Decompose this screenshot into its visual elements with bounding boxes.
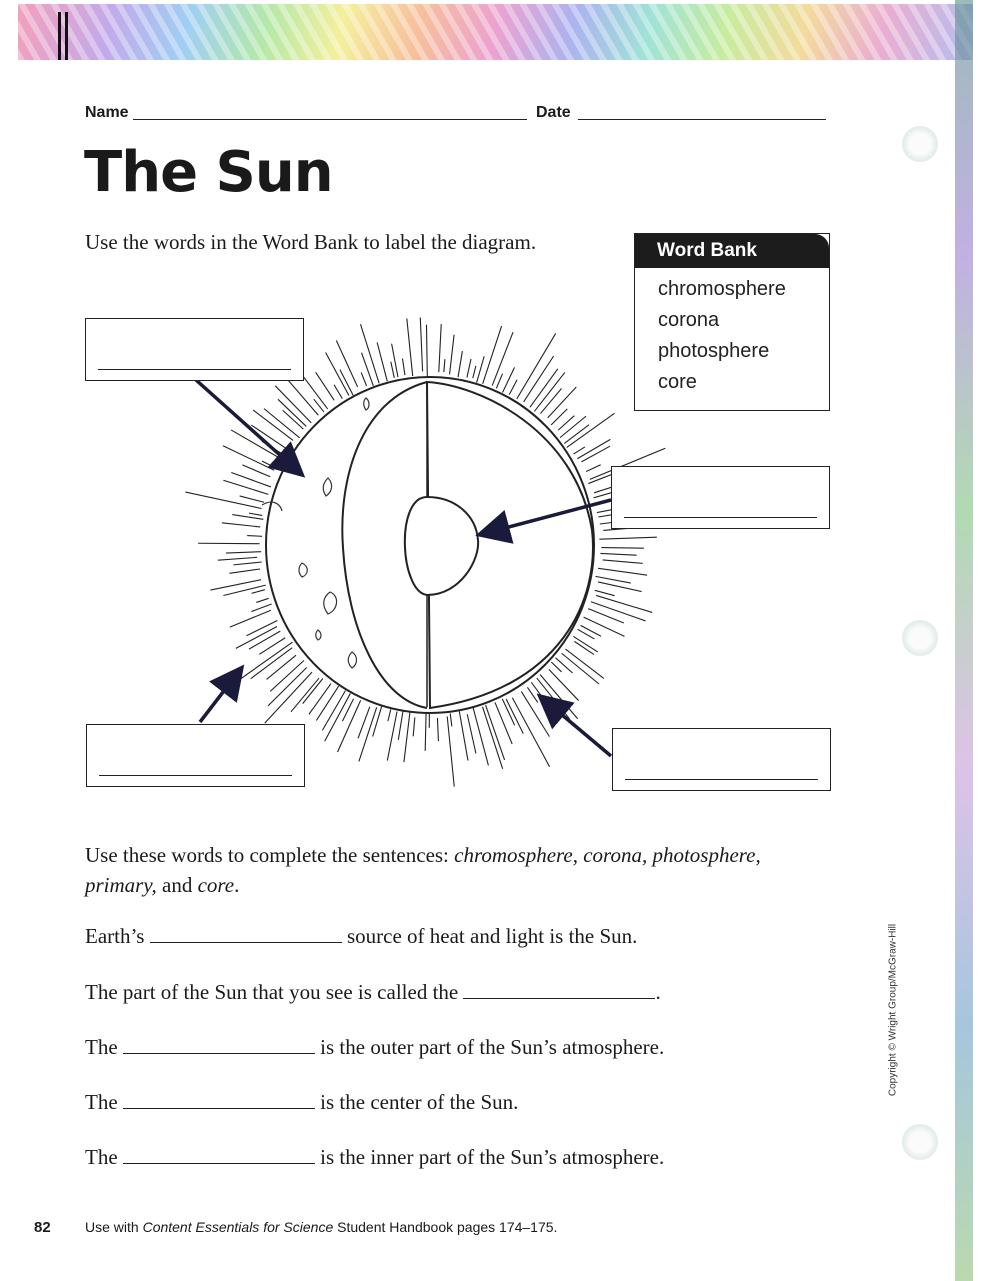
corona-ray [342,699,353,721]
word-bank-word: core [658,371,697,393]
label-box-core[interactable] [611,466,830,529]
corona-ray [259,638,285,655]
sentence-text: The [85,1145,118,1169]
corona-ray [223,480,268,494]
sentence-text: Earth’s [85,924,145,948]
corona-ray [264,409,300,438]
corona-ray [309,684,331,715]
corona-ray [407,319,413,376]
sentence-text: The [85,1090,118,1114]
instruction-suffix: . [234,873,240,897]
corona-ray [603,560,643,563]
corona-ray [530,369,558,407]
instruction-word: primary, [85,873,157,897]
footer-credit [85,1219,557,1235]
corona-ray [467,359,471,377]
corona-ray [450,713,452,726]
corona-ray [252,590,265,594]
corona-ray [565,649,603,678]
corona-ray [483,707,503,769]
label-box-chromosphere[interactable] [86,724,305,787]
corona-ray [595,590,615,595]
label-box-photosphere[interactable] [85,318,304,381]
corona-ray [326,353,349,396]
corona-ray [426,325,427,377]
corona-ray [247,620,278,635]
sentence-text: is the inner part of the Sun’s atmosphere. [320,1145,665,1169]
corona-ray [267,655,296,679]
corona-ray [467,714,476,753]
corona-ray [447,716,454,786]
corona-ray [334,385,342,399]
corona-ray [437,718,438,741]
corona-ray [361,372,366,385]
answer-blank[interactable] [123,1107,315,1109]
corona-ray [549,669,579,700]
corona-ray [496,374,502,389]
corona-ray [512,698,549,767]
copyright-notice: Copyright © Wright Group/McGraw-Hill [887,923,899,1097]
corona-ray [598,582,642,592]
corona-ray [444,359,445,372]
sentence-2 [85,980,661,1005]
corona-ray [506,699,523,734]
corona-ray [413,717,415,736]
corona-ray [439,324,441,372]
date-label: Date [536,104,571,121]
corona-ray [459,711,468,760]
corona-ray [373,706,382,736]
sentence-text: is the center of the Sun. [320,1090,519,1114]
corona-ray [402,359,404,376]
corona-ray [551,662,561,672]
instruction-prefix: Use these words to complete the sentences: [85,843,455,867]
sentence-text: The [85,1035,118,1059]
corona-ray [581,625,601,636]
sentence-3 [85,1035,664,1060]
word-bank-word: chromosphere [658,278,786,300]
answer-blank[interactable] [123,1052,315,1054]
corona-ray [458,351,462,377]
answer-blank[interactable] [123,1162,315,1164]
sentence-4 [85,1090,518,1115]
corona-ray [359,707,377,761]
sentence-5 [85,1145,664,1170]
corona-ray [247,536,262,537]
corona-ray [251,604,271,612]
sentence-text: . [655,980,661,1004]
credit-suffix: Student Handbook pages 174–175. [333,1219,558,1235]
corona-ray [233,562,261,565]
corona-ray [591,602,646,621]
corona-ray [450,335,455,375]
page-number: 82 [34,1219,51,1236]
answer-blank[interactable] [150,941,342,943]
corona-ray [223,446,274,471]
corona-ray [574,447,585,454]
corona-ray [420,317,422,371]
corona-ray [477,356,485,383]
label-box-corona[interactable] [612,728,831,791]
instruction-word: chromosphere, [454,843,578,867]
corona-ray [240,496,265,502]
corona-ray [425,713,426,751]
instruction-word: corona, [583,843,648,867]
corona-ray [265,672,312,723]
sentence-1 [85,924,637,949]
corona-ray [596,595,652,612]
corona-ray [256,598,268,602]
corona-ray [601,548,644,549]
corona-ray [222,523,260,527]
corona-ray [249,631,280,649]
corona-ray [486,705,505,760]
instruction-word: core [197,873,235,897]
diagram-instruction: Use the words in the Word Bank to label the diagram. [85,230,537,254]
sentence-text: The part of the Sun that you see is called the [85,980,459,1004]
corona-ray [567,413,615,447]
corona-ray [391,362,394,378]
corona-ray [218,557,257,560]
corona-ray [473,366,476,378]
corona-ray [584,617,625,636]
corona-ray [599,537,657,539]
corona-ray [316,686,338,720]
word-bank-word: photosphere [658,340,770,362]
corona-ray [223,585,265,595]
sentence-text: source of heat and light is the Sun. [346,924,638,948]
corona-ray [600,553,636,555]
corona-ray [325,693,351,741]
corona-ray [404,712,410,762]
corona-ray [483,326,502,384]
corona-ray [560,416,586,437]
corona-ray [578,629,595,639]
corona-ray [548,387,577,418]
instruction-and: and [162,873,193,897]
corona-ray [598,568,647,575]
corona-ray [509,380,517,395]
corona-ray [230,610,271,627]
corona-ray [226,552,261,553]
word-bank-heading: Word Bank [635,234,829,268]
corona-ray [377,342,387,381]
corona-ray [249,513,262,515]
sentence-text: is the outer part of the Sun’s atmosphere. [320,1035,665,1059]
instruction-word: photosphere, [652,843,761,867]
page-title: The Sun [84,140,333,205]
corona-ray [229,569,260,573]
corona-ray [275,386,311,423]
corona-ray [517,333,556,399]
corona-ray [586,465,600,472]
corona-ray [336,340,357,386]
corona-ray [495,702,512,744]
answer-blank[interactable] [463,997,655,999]
credit-prefix: Use with [85,1219,143,1235]
corona-ray [540,389,561,414]
corona-ray [398,711,403,740]
credit-title: Content Essentials for Science [142,1219,334,1235]
sentence-instruction [85,840,785,900]
corona-ray [185,492,261,508]
word-bank-word: corona [658,309,720,331]
corona-ray [388,709,391,721]
name-label: Name [85,104,129,121]
